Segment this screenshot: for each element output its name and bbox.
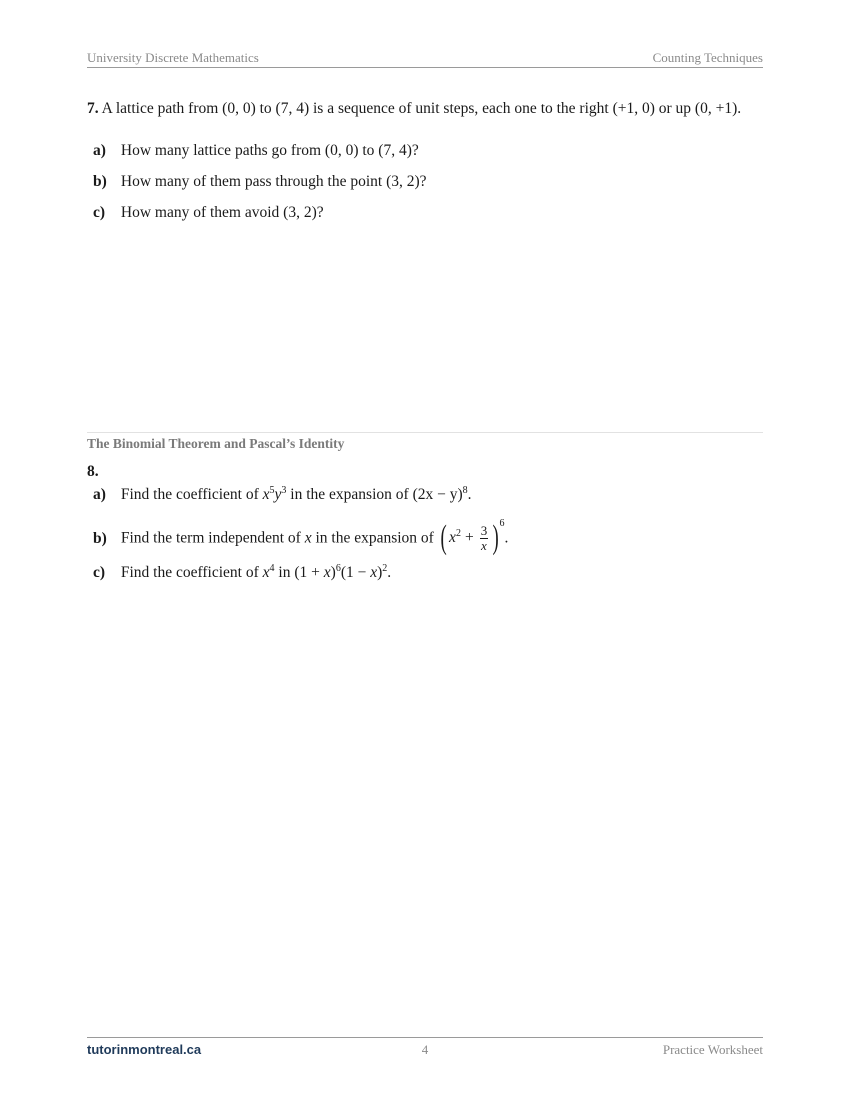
part-label: c) [93, 204, 106, 221]
fraction-denominator: x [481, 537, 487, 553]
part-end: . [387, 564, 392, 581]
header-topic: Counting Techniques [652, 50, 763, 65]
part-label: a) [93, 486, 106, 503]
part-end: . [467, 486, 472, 503]
monomial-x5y3: $x^5y^3$ [262, 485, 287, 503]
part-label: c) [93, 564, 106, 581]
footer-site-link[interactable]: tutorinmontreal.ca [87, 1042, 202, 1057]
question-8c [93, 563, 391, 583]
left-paren: ( [440, 519, 447, 556]
part-text: Find the coefficient of [120, 486, 259, 503]
part-label: b) [93, 529, 107, 547]
part-end: . [504, 529, 509, 547]
part-text: in the expansion of [290, 486, 409, 503]
question-7-stem [87, 99, 763, 119]
part-label: b) [93, 173, 107, 190]
question-7b [93, 172, 427, 192]
part-label: a) [93, 142, 106, 159]
page-number: 4 [421, 1042, 429, 1057]
running-footer [87, 1042, 763, 1060]
question-8b [93, 518, 509, 556]
variable: x [304, 529, 312, 547]
product-expression: $(1 + x)^6(1 - x)^2$ [294, 563, 388, 581]
binomial-expression [413, 486, 468, 503]
question-8-number: 8. [87, 463, 99, 480]
part-text: How many lattice paths go from (0, 0) to (7, 4)? [120, 142, 419, 159]
footer-doc-type: Practice Worksheet [662, 1042, 763, 1057]
section-title: The Binomial Theorem and Pascal’s Identity [87, 436, 345, 451]
outer-exponent: 6 [499, 518, 505, 529]
plus-sign: + [464, 529, 474, 546]
question-7a [93, 141, 419, 161]
header-rule [87, 67, 763, 68]
fraction-numerator: 3 [480, 522, 488, 538]
binomial-base: (2x − y) [412, 486, 463, 503]
question-7-text: A lattice path from (0, 0) to (7, 4) is a sequence of unit steps, each one to the right (+1, 0) or up (0, +1). [101, 100, 742, 117]
part-text: in the expansion of [315, 529, 434, 547]
footer-rule [87, 1037, 763, 1038]
question-7c [93, 203, 324, 223]
part-text: How many of them pass through the point (3, 2)? [120, 173, 427, 190]
parenthesized-expression [438, 518, 505, 556]
fraction [480, 524, 489, 553]
binomial-exponent: 8 [462, 485, 468, 496]
part-text: How many of them avoid (3, 2)? [120, 204, 324, 221]
question-8a [93, 485, 472, 505]
header-course-title: University Discrete Mathematics [87, 50, 259, 65]
term-x-squared: $x^2$ [449, 528, 461, 546]
part-text: Find the coefficient of [120, 564, 259, 581]
part-text: in [278, 564, 291, 581]
question-7-number: 7. [87, 100, 99, 117]
monomial-x4: $x^4$ [262, 563, 275, 581]
section-rule [87, 432, 763, 433]
right-paren: ) [492, 519, 499, 556]
part-text: Find the term independent of [120, 529, 301, 547]
running-header [87, 50, 763, 68]
